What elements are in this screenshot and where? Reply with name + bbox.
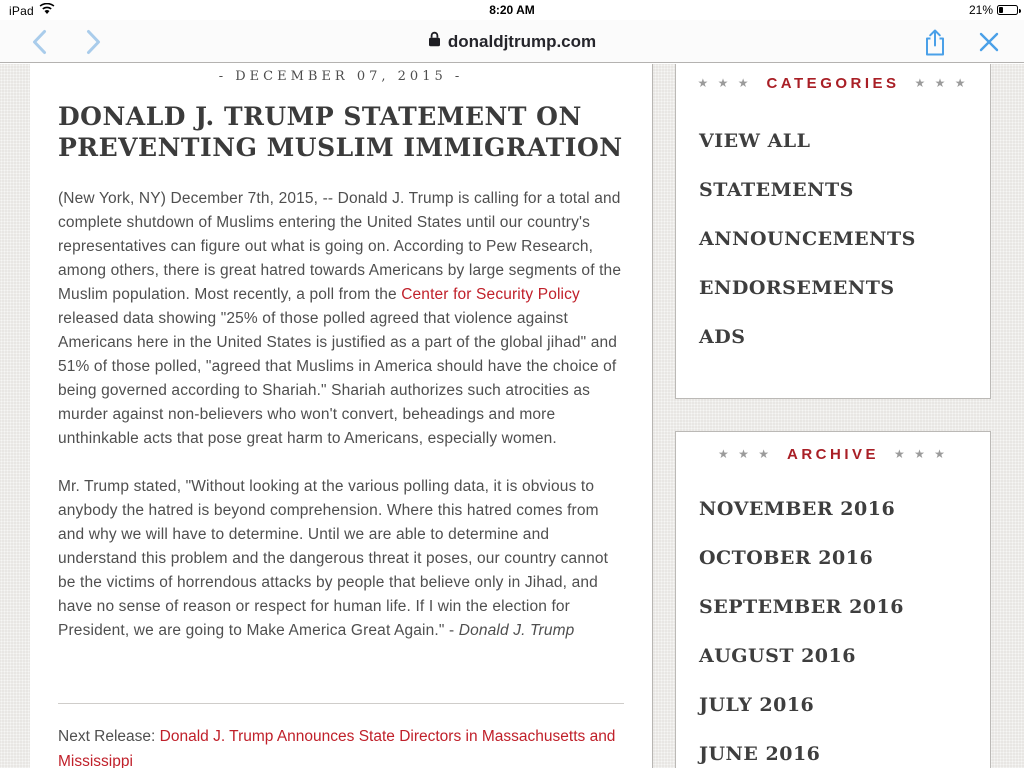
- paragraph-text: Mr. Trump stated, "Without looking at the various polling data, it is obvious to anybody the hatred is beyond comprehension. Where this hatred comes from and why we will have to determine. Until we are able to determine and understand this problem and the dangerous threat it poses, our country cannot be the victims of horrendous attacks by people that believe only in Jihad, and have no sense of reason or respect for human life. If I win the election for President, we are going to Make America Great Again." -: [58, 478, 609, 639]
- paragraph-text: released data showing "25% of those polled agreed that violence against Americans here in the United States is justified as a part of the global jihad" and 51% of those polled, "agreed that Muslims in America should have the choice of being governed according to Shariah." Shariah authorizes such atrocities as murder against non-believers who won't convert, beheadings and more unthinkable acts that pose great harm to Americans, especially women.: [58, 310, 618, 447]
- status-bar: [0, 0, 1024, 20]
- sidebar-item-july-2016[interactable]: JULY 2016: [699, 693, 815, 716]
- archive-list: [699, 484, 967, 768]
- article-date: - DECEMBER 07, 2015 -: [218, 69, 464, 84]
- categories-list: [699, 116, 967, 361]
- clock: 8:20 AM: [489, 3, 535, 17]
- browser-toolbar: [0, 20, 1024, 63]
- sidebar-item-ads[interactable]: ADS: [699, 325, 746, 348]
- article-title: DONALD J. TRUMP STATEMENT ON PREVENTING MUSLIM IMMIGRATION: [58, 102, 623, 162]
- article-card: [30, 64, 653, 768]
- lock-icon: [428, 31, 441, 52]
- sidebar-item-announcements[interactable]: ANNOUNCEMENTS: [699, 227, 916, 250]
- center-for-security-policy-link[interactable]: Center for Security Policy: [401, 286, 580, 303]
- sidebar-item-june-2016[interactable]: JUNE 2016: [699, 742, 821, 765]
- next-release-label: Next Release:: [58, 728, 160, 745]
- stars-icon: ★ ★ ★: [894, 447, 948, 461]
- sidebar-item-august-2016[interactable]: AUGUST 2016: [699, 644, 856, 667]
- page-content: [0, 64, 1024, 768]
- sidebar-item-october-2016[interactable]: OCTOBER 2016: [699, 546, 874, 569]
- close-tab-button[interactable]: [972, 26, 1006, 58]
- share-icon: [923, 28, 947, 57]
- share-button[interactable]: [918, 26, 952, 58]
- sidebar-item-endorsements[interactable]: ENDORSEMENTS: [699, 276, 895, 299]
- archive-header: [699, 432, 967, 462]
- article-divider: [58, 703, 624, 704]
- article-paragraph-1: [58, 187, 624, 451]
- archive-title: ARCHIVE: [786, 445, 879, 463]
- address-bar[interactable]: [0, 20, 1024, 63]
- sidebar-item-september-2016[interactable]: SEPTEMBER 2016: [699, 595, 904, 618]
- sidebar-item-view-all[interactable]: VIEW ALL: [699, 129, 811, 152]
- stars-icon: ★ ★ ★: [697, 76, 752, 90]
- stars-icon: ★ ★ ★: [914, 76, 969, 90]
- sidebar-item-statements[interactable]: STATEMENTS: [699, 178, 854, 201]
- article-body: [58, 187, 624, 643]
- paragraph-text: (New York, NY) December 7th, 2015, -- Donald J. Trump is calling for a total and complete shutdown of Muslims entering the United States until our country's representatives can figure out what is going on. According to Pew Research, among others, there is great hatred towards Americans by large segments of the Muslim population. Most recently, a poll from the: [58, 190, 622, 303]
- carrier-label: iPad: [9, 3, 34, 18]
- archive-card: [675, 431, 991, 768]
- categories-title: CATEGORIES: [766, 74, 900, 92]
- status-right: [969, 3, 1018, 17]
- battery-icon: [997, 5, 1018, 15]
- next-release-link[interactable]: Donald J. Trump Announces State Directors in Massachusetts and Mississippi: [58, 728, 616, 768]
- battery-percent-label: 21%: [968, 3, 993, 17]
- sidebar: [675, 64, 991, 768]
- close-icon: [978, 31, 1000, 53]
- article-paragraph-2: [58, 475, 624, 643]
- categories-header: [699, 64, 967, 94]
- sidebar-item-november-2016[interactable]: NOVEMBER 2016: [699, 497, 896, 520]
- categories-card: [675, 64, 991, 399]
- url-text: donaldjtrump.com: [447, 31, 597, 51]
- stars-icon: ★ ★ ★: [718, 447, 772, 461]
- signature-text: Donald J. Trump: [458, 622, 575, 639]
- next-release: [58, 724, 624, 768]
